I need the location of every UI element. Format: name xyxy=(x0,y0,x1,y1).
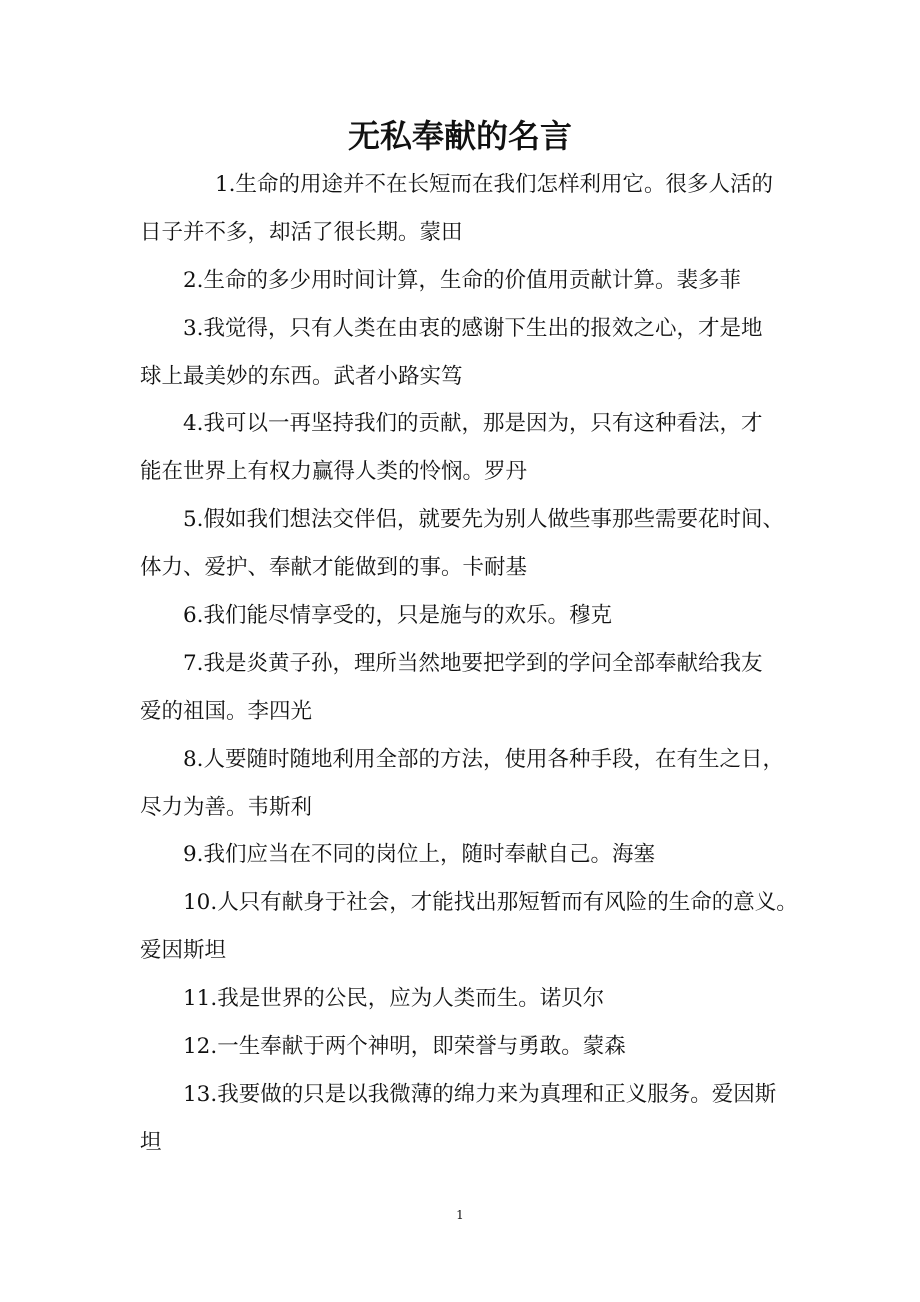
text-line: 4.我可以一再坚持我们的贡献，那是因为，只有这种看法，才 xyxy=(183,411,763,437)
text-line: 6.我们能尽情享受的，只是施与的欢乐。穆克 xyxy=(183,603,613,629)
text-line: 爱因斯坦 xyxy=(140,938,227,964)
text-line: 尽力为善。韦斯利 xyxy=(140,794,313,820)
text-line: 8.人要随时随地利用全部的方法，使用各种手段，在有生之日， xyxy=(183,746,785,772)
quote-paragraph xyxy=(140,1023,790,1071)
quote-paragraph xyxy=(140,975,790,1023)
text-line: 坦 xyxy=(140,1129,162,1155)
quote-paragraph xyxy=(140,831,790,879)
quote-paragraph xyxy=(140,879,798,975)
text-line: 12.一生奉献于两个神明，即荣誉与勇敢。蒙森 xyxy=(183,1034,626,1060)
text-line: 3.我觉得，只有人类在由衷的感谢下生出的报效之心，才是地 xyxy=(183,315,763,341)
text-line: 体力、爱护、奉献才能做到的事。卡耐基 xyxy=(140,555,528,581)
text-line: 球上最美妙的东西。武者小路实笃 xyxy=(140,363,463,389)
text-line: 2.生命的多少用时间计算，生命的价值用贡献计算。裴多菲 xyxy=(183,267,742,293)
text-line: 9.我们应当在不同的岗位上，随时奉献自己。海塞 xyxy=(183,842,656,868)
document-body xyxy=(140,161,798,1167)
document-title: 无私奉献的名言 xyxy=(347,117,572,155)
quote-paragraph xyxy=(140,592,790,640)
text-line: 10.人只有献身于社会，才能找出那短暂而有风险的生命的意义。 xyxy=(183,890,798,916)
quote-paragraph xyxy=(140,736,790,832)
text-line: 11.我是世界的公民，应为人类而生。诺贝尔 xyxy=(183,986,605,1012)
quote-paragraph xyxy=(140,257,790,305)
quote-paragraph xyxy=(140,1071,790,1167)
text-line: 爱的祖国。李四光 xyxy=(140,698,313,724)
quote-paragraph xyxy=(140,640,790,736)
text-line: 1.生命的用途并不在长短而在我们怎样利用它。很多人活的 xyxy=(215,172,774,197)
text-line: 日子并不多，却活了很长期。蒙田 xyxy=(140,219,463,245)
quote-paragraph xyxy=(140,161,790,257)
quote-paragraph xyxy=(140,400,790,496)
text-line: 能在世界上有权力赢得人类的怜悯。罗丹 xyxy=(140,459,528,485)
text-line: 5.假如我们想法交伴侣，就要先为别人做些事那些需要花时间、 xyxy=(183,507,785,533)
page-number: 1 xyxy=(456,1208,464,1222)
quote-paragraph xyxy=(140,305,790,401)
text-line: 13.我要做的只是以我微薄的绵力来为真理和正义服务。爱因斯 xyxy=(183,1081,777,1107)
text-line: 7.我是炎黄子孙，理所当然地要把学到的学问全部奉献给我友 xyxy=(183,650,763,676)
quote-paragraph xyxy=(140,496,790,592)
